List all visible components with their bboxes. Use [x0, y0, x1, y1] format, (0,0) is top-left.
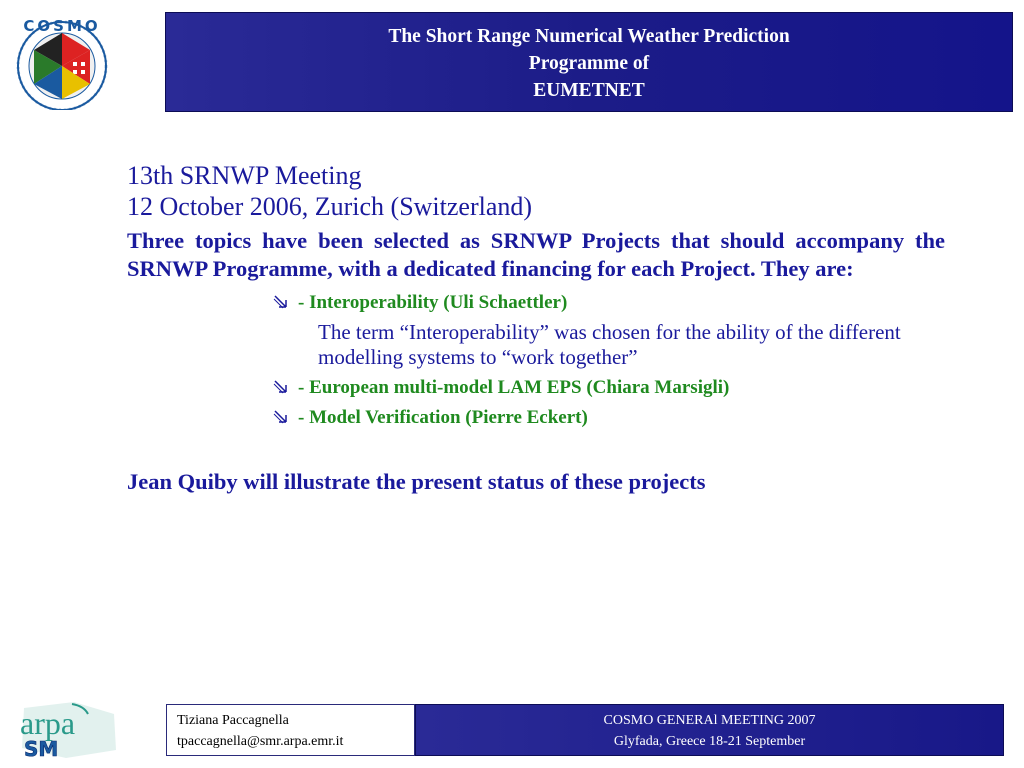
footer-location: Glyfada, Greece 18-21 September	[613, 734, 806, 749]
topic-item	[272, 291, 945, 315]
topic-item	[272, 376, 945, 400]
intro-paragraph: Three topics have been selected as SRNWP Projects that should accompany the SRNWP Programme, with a dedicated financing for each Project. They are:	[127, 228, 945, 281]
title-line-1: The Short Range Numerical Weather Prediction	[388, 26, 790, 47]
arpa-logo-subtext: SM	[24, 737, 59, 760]
cosmo-logo	[12, 14, 112, 110]
topic-item	[272, 406, 945, 430]
footer-event-box	[415, 704, 1004, 756]
title-line-3: EUMETNET	[533, 80, 645, 101]
topic-label: - Model Verification (Pierre Eckert)	[298, 407, 588, 428]
arrow-bullet-icon	[272, 409, 294, 427]
arpa-sim-logo	[14, 700, 118, 760]
arpa-logo-text: arpa	[20, 705, 76, 741]
slide-content	[127, 160, 945, 496]
title-banner	[165, 12, 1013, 112]
arrow-bullet-icon	[272, 294, 294, 312]
meeting-title: 13th SRNWP Meeting	[127, 161, 362, 190]
closing-statement: Jean Quiby will illustrate the present status of these projects	[127, 469, 706, 494]
topic-description: The term “Interoperability” was chosen for the ability of the different modelling systems to “work together”	[318, 320, 901, 369]
footer-author: Tiziana Paccagnella	[177, 713, 289, 728]
title-line-2: Programme of	[528, 53, 650, 74]
arrow-bullet-icon	[272, 379, 294, 397]
topic-label: - European multi-model LAM EPS (Chiara Marsigli)	[298, 377, 730, 398]
meeting-date: 12 October 2006, Zurich (Switzerland)	[127, 192, 533, 221]
cosmo-logo-text: COSMO	[23, 17, 101, 35]
topic-label: - Interoperability (Uli Schaettler)	[298, 292, 568, 313]
footer-event: COSMO GENERAl MEETING 2007	[603, 713, 816, 728]
footer-author-box	[166, 704, 415, 756]
footer-email: tpaccagnella@smr.arpa.emr.it	[177, 734, 344, 749]
